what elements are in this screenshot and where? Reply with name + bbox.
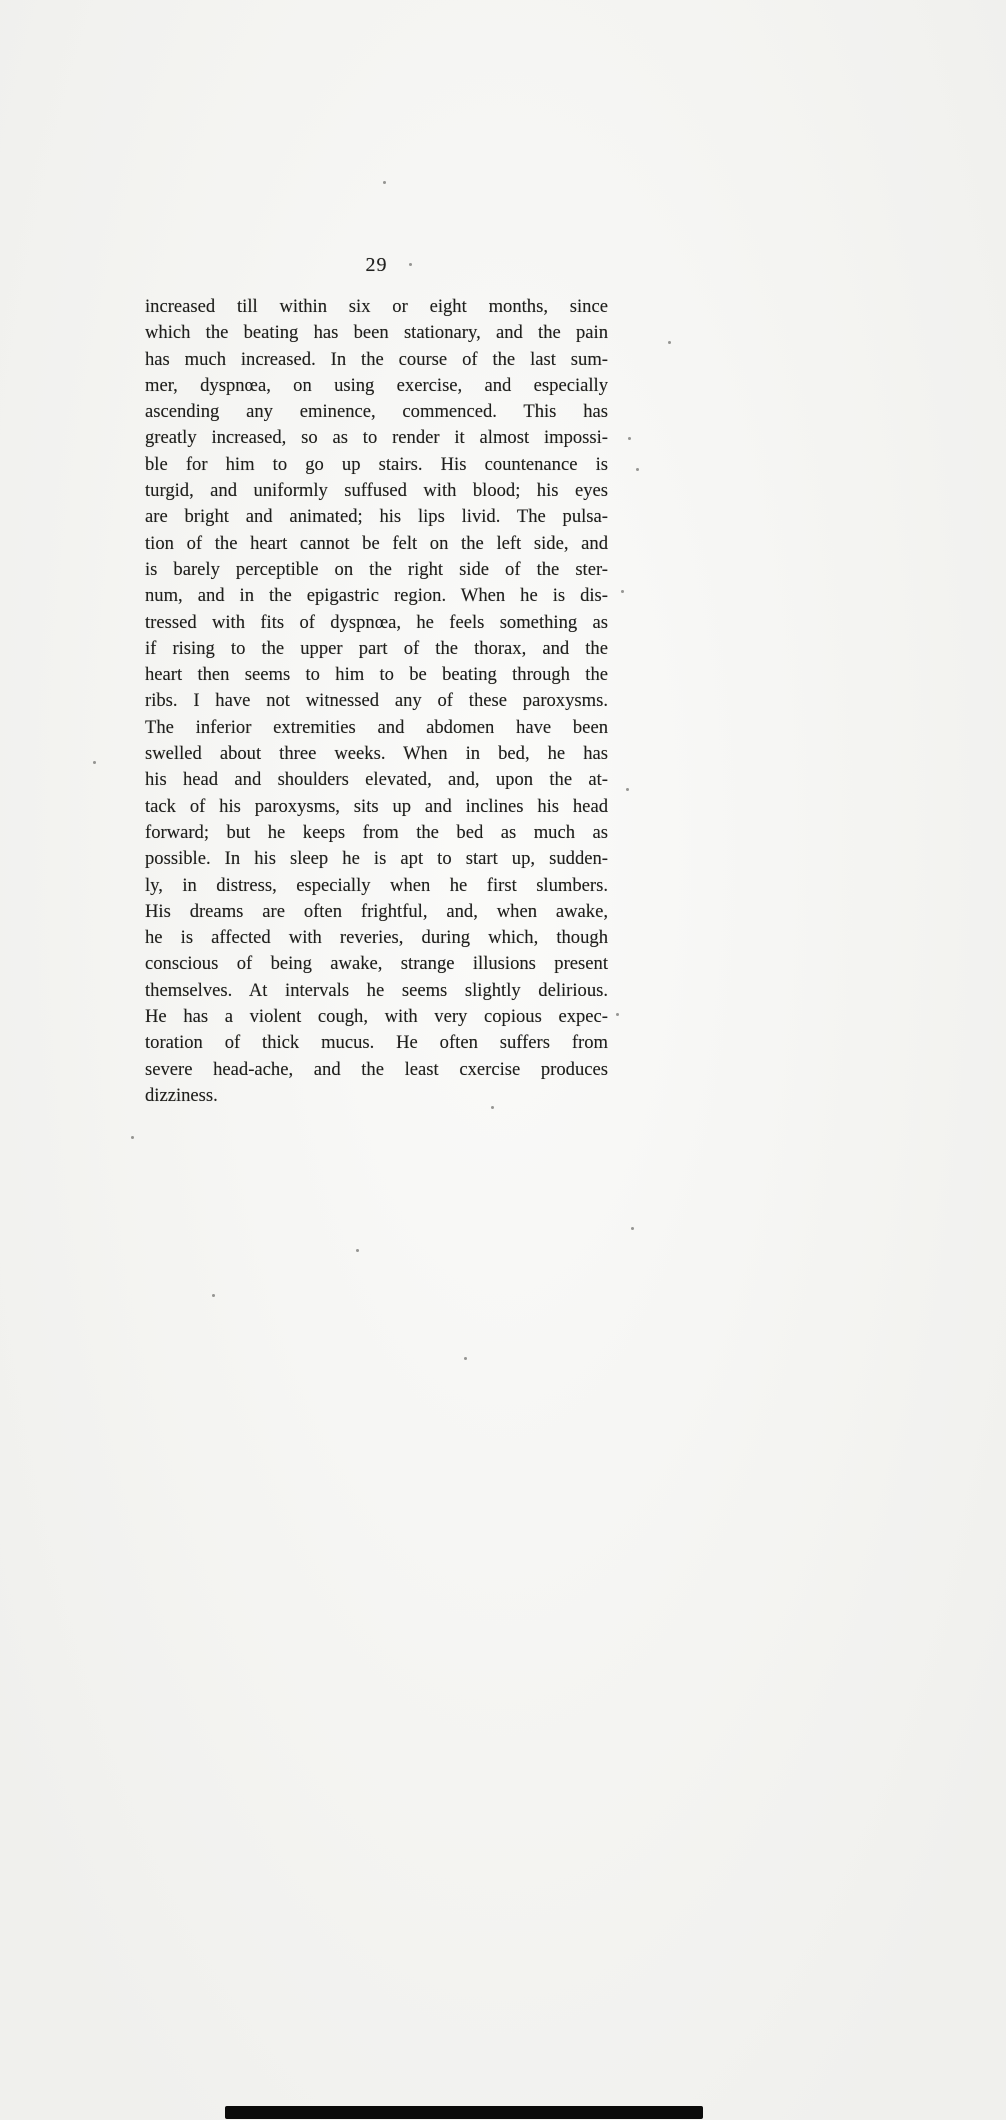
text-line: num, and in the epigastric region. When he is dis-: [145, 585, 608, 607]
text-line: turgid, and uniformly suffused with blood; his eyes: [145, 480, 608, 502]
text-line: dizziness.: [145, 1084, 218, 1106]
text-line: are bright and animated; his lips livid. The pulsa-: [145, 506, 608, 528]
scan-speck: [212, 1294, 215, 1297]
scan-artifact-bar: [225, 2106, 703, 2119]
text-line: themselves. At intervals he seems slightly delirious.: [145, 979, 608, 1001]
text-line: ascending any eminence, commenced. This has: [145, 401, 608, 423]
text-line: forward; but he keeps from the bed as much as: [145, 821, 608, 843]
text-line: is barely perceptible on the right side of the ster-: [145, 558, 608, 580]
text-line: tion of the heart cannot be felt on the left side, and: [145, 532, 608, 554]
text-line: swelled about three weeks. When in bed, he has: [145, 743, 608, 765]
text-line: ly, in distress, especially when he first slumbers.: [145, 874, 608, 896]
scan-speck: [464, 1357, 467, 1360]
text-line: mer, dyspnœa, on using exercise, and especially: [145, 374, 608, 396]
text-line: His dreams are often frightful, and, when awake,: [145, 900, 608, 922]
scan-speck: [626, 788, 629, 791]
scan-speck: [491, 1106, 494, 1109]
text-line: tressed with fits of dyspnœa, he feels something as: [145, 611, 608, 633]
text-line: heart then seems to him to be beating through the: [145, 664, 608, 686]
text-line: greatly increased, so as to render it almost impossi-: [145, 427, 608, 449]
text-line: He has a violent cough, with very copious expec-: [145, 1006, 608, 1028]
scan-speck: [383, 181, 386, 184]
page-number: 29: [365, 254, 388, 276]
scan-speck: [628, 437, 631, 440]
text-line: toration of thick mucus. He often suffers from: [145, 1032, 608, 1054]
text-line: conscious of being awake, strange illusions present: [145, 953, 608, 975]
text-line: ribs. I have not witnessed any of these paroxysms.: [145, 690, 608, 712]
text-line: tack of his paroxysms, sits up and inclines his head: [145, 795, 608, 817]
text-line: severe head-ache, and the least cxercise produces: [145, 1058, 608, 1080]
text-line: ble for him to go up stairs. His countenance is: [145, 453, 608, 475]
text-line: has much increased. In the course of the last sum-: [145, 348, 608, 370]
scan-speck: [631, 1227, 634, 1230]
scan-speck: [621, 590, 624, 593]
body-text: [145, 294, 608, 1109]
scan-speck: [409, 263, 412, 266]
scan-speck: [636, 468, 639, 471]
text-line: which the beating has been stationary, and the pain: [145, 322, 608, 344]
text-line: increased till within six or eight months, since: [145, 296, 608, 317]
text-line: he is affected with reveries, during which, though: [145, 927, 608, 949]
text-line: possible. In his sleep he is apt to start up, sudden-: [145, 848, 608, 870]
scan-speck: [668, 341, 671, 344]
scan-speck: [131, 1136, 134, 1139]
text-line: if rising to the upper part of the thorax, and the: [145, 637, 608, 659]
scan-speck: [616, 1013, 619, 1016]
text-line: The inferior extremities and abdomen have been: [145, 716, 608, 738]
scan-speck: [93, 761, 96, 764]
scan-speck: [356, 1249, 359, 1252]
text-line: his head and shoulders elevated, and, upon the at-: [145, 769, 608, 791]
